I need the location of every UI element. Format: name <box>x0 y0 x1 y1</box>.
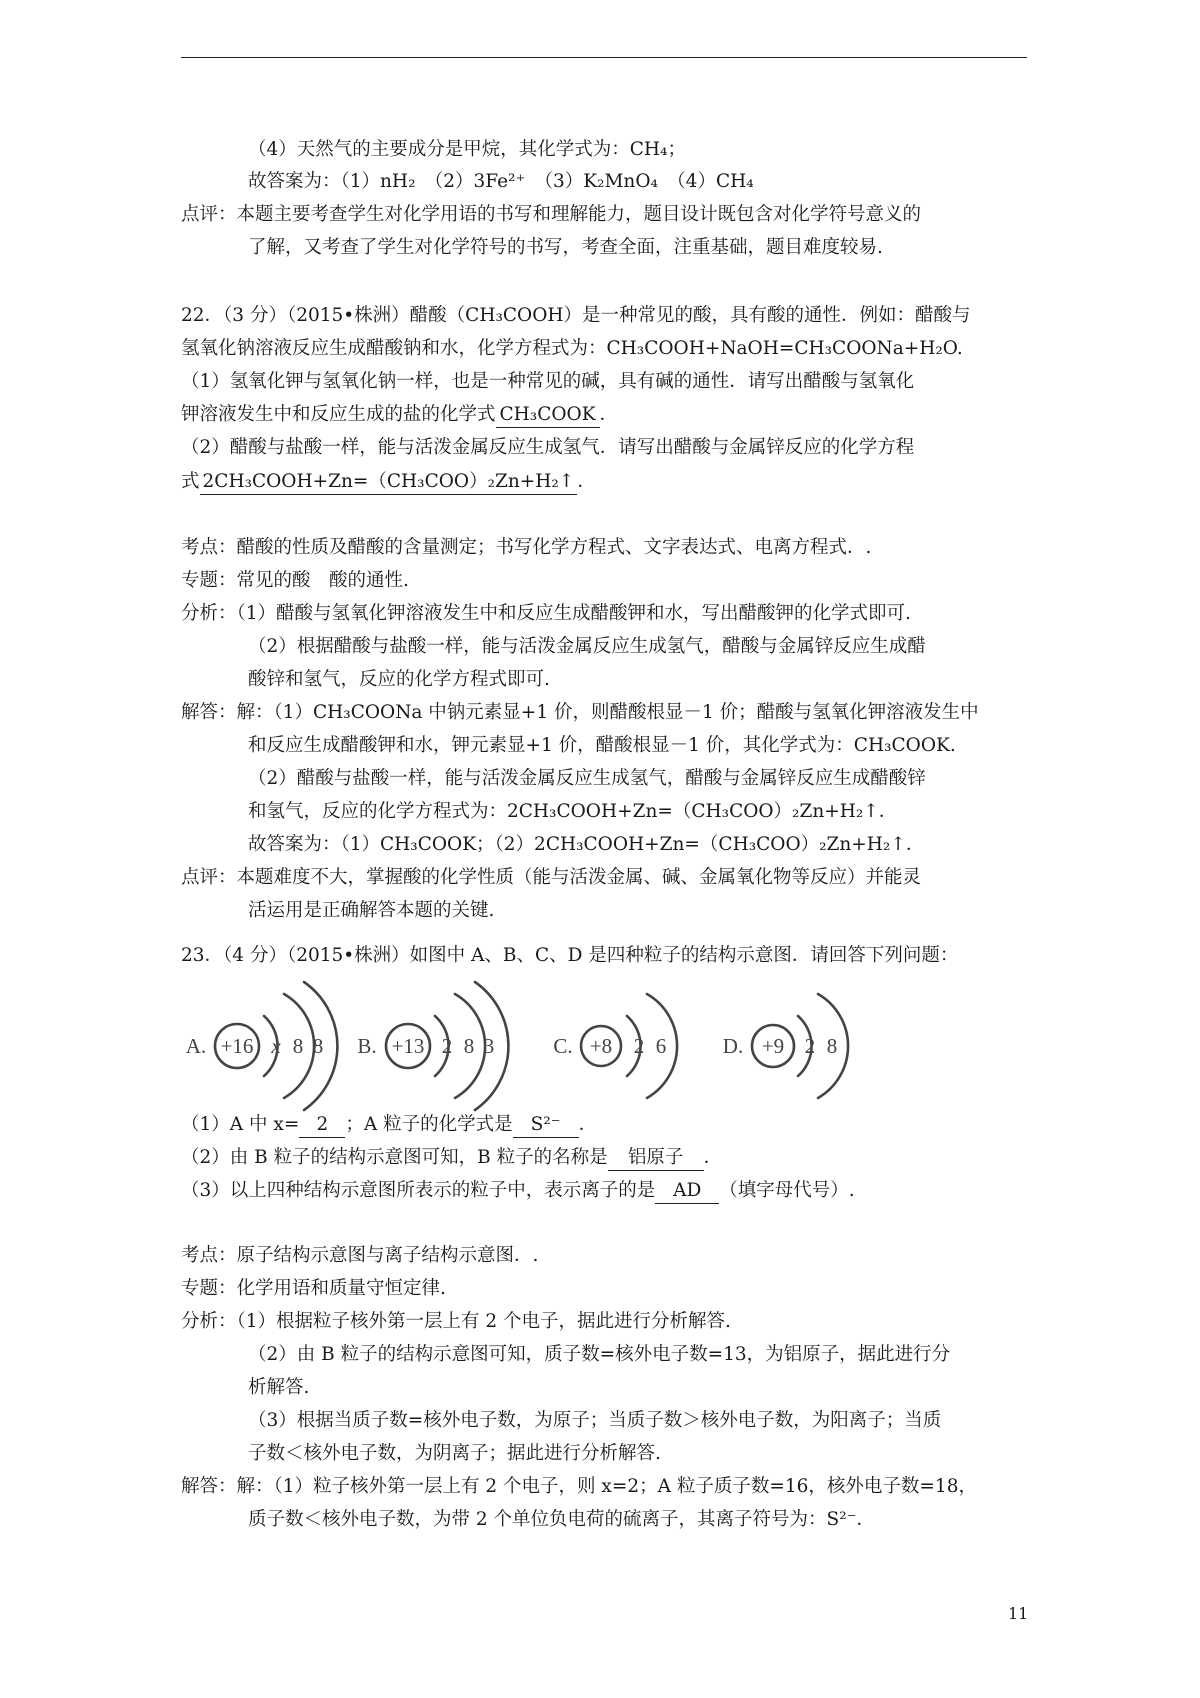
answer-blank: AD <box>655 1179 719 1204</box>
text-line: 子数＜核外电子数，为阴离子；据此进行分析解答. <box>248 1443 661 1464</box>
text-line: 了解，又考查了学生对化学符号的书写，考查全面，注重基础，题目难度较易. <box>248 237 883 258</box>
text: ． <box>599 404 619 425</box>
text-line: 和反应生成醋酸钾和水，钾元素显+1 价，醋酸根显－1 价，其化学式为：CH₃COOK. <box>248 735 956 756</box>
text: （3）以上四种结构示意图所表示的粒子中，表示离子的是 <box>181 1180 656 1201</box>
text-line: 氢氧化钠溶液反应生成醋酸钠和水，化学方程式为：CH₃COOH+NaOH=CH₃COONa+H₂O. <box>181 338 963 359</box>
particle-b-shell-2: 8 <box>463 1034 475 1058</box>
particle-c-label: C. <box>553 1034 573 1058</box>
text-line: 酸锌和氢气，反应的化学方程式即可. <box>248 669 550 690</box>
text-line: （2）根据醋酸与盐酸一样，能与活泼金属反应生成氢气，醋酸与金属锌反应生成醋 <box>248 636 926 657</box>
particle-c-nucleus: +8 <box>589 1034 613 1058</box>
particle-b-shell-1: 2 <box>441 1034 453 1058</box>
text-line: （3）根据当质子数=核外电子数，为原子；当质子数＞核外电子数，为阳离子；当质 <box>248 1410 942 1431</box>
text: ． <box>578 1114 598 1135</box>
answer-blank: 铝原子 <box>608 1146 704 1171</box>
answer-blank: S²⁻ <box>513 1113 579 1138</box>
particle-d-nucleus: +9 <box>761 1034 785 1058</box>
particle-b-nucleus: +13 <box>391 1034 425 1058</box>
particle-a-shell-1: x <box>271 1034 281 1058</box>
text-line: （1）氢氧化钾与氢氧化钠一样，也是一种常见的碱，具有碱的通性．请写出醋酸与氢氧化 <box>181 371 915 392</box>
particle-c-shell-1: 2 <box>633 1034 645 1058</box>
text-line: 考点：醋酸的性质及醋酸的含量测定；书写化学方程式、文字表达式、电离方程式．. <box>181 537 872 558</box>
text-line: 专题：常见的酸 酸的通性. <box>181 570 409 591</box>
text-line: 故答案为：（1）nH₂ （2）3Fe²⁺ （3）K₂MnO₄ （4）CH₄ <box>248 171 754 192</box>
text: ；A 粒子的化学式是 <box>345 1114 513 1135</box>
text-line: 解答：解：（1）CH₃COONa 中钠元素显+1 价，则醋酸根显－1 价；醋酸与氢氧化钾溶液发生中 <box>181 702 979 723</box>
text: （填字母代号）. <box>719 1180 855 1201</box>
text-line-with-blank <box>181 1146 722 1171</box>
header-rule <box>181 57 1027 58</box>
answer-blank: 2CH₃COOH+Zn=（CH₃COO）₂Zn+H₂↑ <box>200 470 578 495</box>
text: ． <box>703 1147 723 1168</box>
answer-blank: 2 <box>299 1113 345 1138</box>
text-line: （2）由 B 粒子的结构示意图可知，质子数=核外电子数=13，为铝原子，据此进行分 <box>248 1344 951 1365</box>
particle-b-label: B. <box>357 1034 377 1058</box>
text-line: 析解答. <box>248 1377 310 1398</box>
particle-d-shell-1: 2 <box>804 1034 816 1058</box>
particle-a-shell-2: 8 <box>292 1034 304 1058</box>
text-line: （2）醋酸与盐酸一样，能与活泼金属反应生成氢气，醋酸与金属锌反应生成醋酸锌 <box>248 768 926 789</box>
particle-d-shell-2: 8 <box>826 1034 838 1058</box>
particle-structure-diagram <box>186 976 906 1116</box>
question-22-title: 22．（3 分）（2015•株洲）醋酸（CH₃COOH）是一种常见的酸，具有酸的通性．例如：醋酸与 <box>181 305 971 326</box>
particle-a-label: A. <box>186 1034 207 1058</box>
text-line: （2）醋酸与盐酸一样，能与活泼金属反应生成氢气．请写出醋酸与金属锌反应的化学方程 <box>181 437 915 458</box>
text-line: 专题：化学用语和质量守恒定律. <box>181 1278 446 1299</box>
text-line: （4）天然气的主要成分是甲烷，其化学式为：CH₄； <box>248 139 686 160</box>
text-line-with-blank <box>181 470 596 495</box>
answer-blank: CH₃COOK <box>496 403 600 428</box>
question-23-title: 23．（4 分）（2015•株洲）如图中 A、B、C、D 是四种粒子的结构示意图．请回答下列问题： <box>181 945 959 966</box>
text-line: 质子数＜核外电子数，为带 2 个单位负电荷的硫离子，其离子符号为：S²⁻． <box>248 1509 875 1530</box>
text-line: 点评：本题难度不大，掌握酸的化学性质（能与活泼金属、碱、金属氧化物等反应）并能灵 <box>181 867 922 888</box>
text: （1）A 中 x= <box>181 1114 300 1135</box>
text-line-with-blank <box>181 403 618 428</box>
text: 钾溶液发生中和反应生成的盐的化学式 <box>181 404 496 425</box>
text-line: 考点：原子结构示意图与离子结构示意图．. <box>181 1245 539 1266</box>
text: （2）由 B 粒子的结构示意图可知，B 粒子的名称是 <box>181 1147 608 1168</box>
particle-b-shell-3: 3 <box>483 1034 495 1058</box>
text: ． <box>577 471 596 492</box>
page-number: 11 <box>1008 1604 1029 1623</box>
particle-d-label: D. <box>722 1034 744 1058</box>
text-line: 分析：（1）根据粒子核外第一层上有 2 个电子，据此进行分析解答. <box>181 1311 731 1332</box>
particle-a-nucleus: +16 <box>220 1034 254 1058</box>
text-line: 故答案为：（1）CH₃COOK；（2）2CH₃COOH+Zn=（CH₃COO）₂Zn+H₂↑． <box>248 834 925 855</box>
text-line-with-blank <box>181 1113 597 1138</box>
text-line: 点评：本题主要考查学生对化学用语的书写和理解能力，题目设计既包含对化学符号意义的 <box>181 204 922 225</box>
text-line-with-blank <box>181 1179 855 1204</box>
text-line: 活运用是正确解答本题的关键. <box>248 900 495 921</box>
text-line: 解答：解：（1）粒子核外第一层上有 2 个电子，则 x=2；A 粒子质子数=16，核外电子数=18， <box>181 1476 977 1497</box>
text-line: 和氢气，反应的化学方程式为：2CH₃COOH+Zn=（CH₃COO）₂Zn+H₂↑． <box>248 801 898 822</box>
text-line: 分析：（1）醋酸与氢氧化钾溶液发生中和反应生成醋酸钾和水，写出醋酸钾的化学式即可. <box>181 603 911 624</box>
particle-c-shell-2: 6 <box>655 1034 667 1058</box>
text: 式 <box>181 471 200 492</box>
particle-a-shell-3: 8 <box>312 1034 324 1058</box>
